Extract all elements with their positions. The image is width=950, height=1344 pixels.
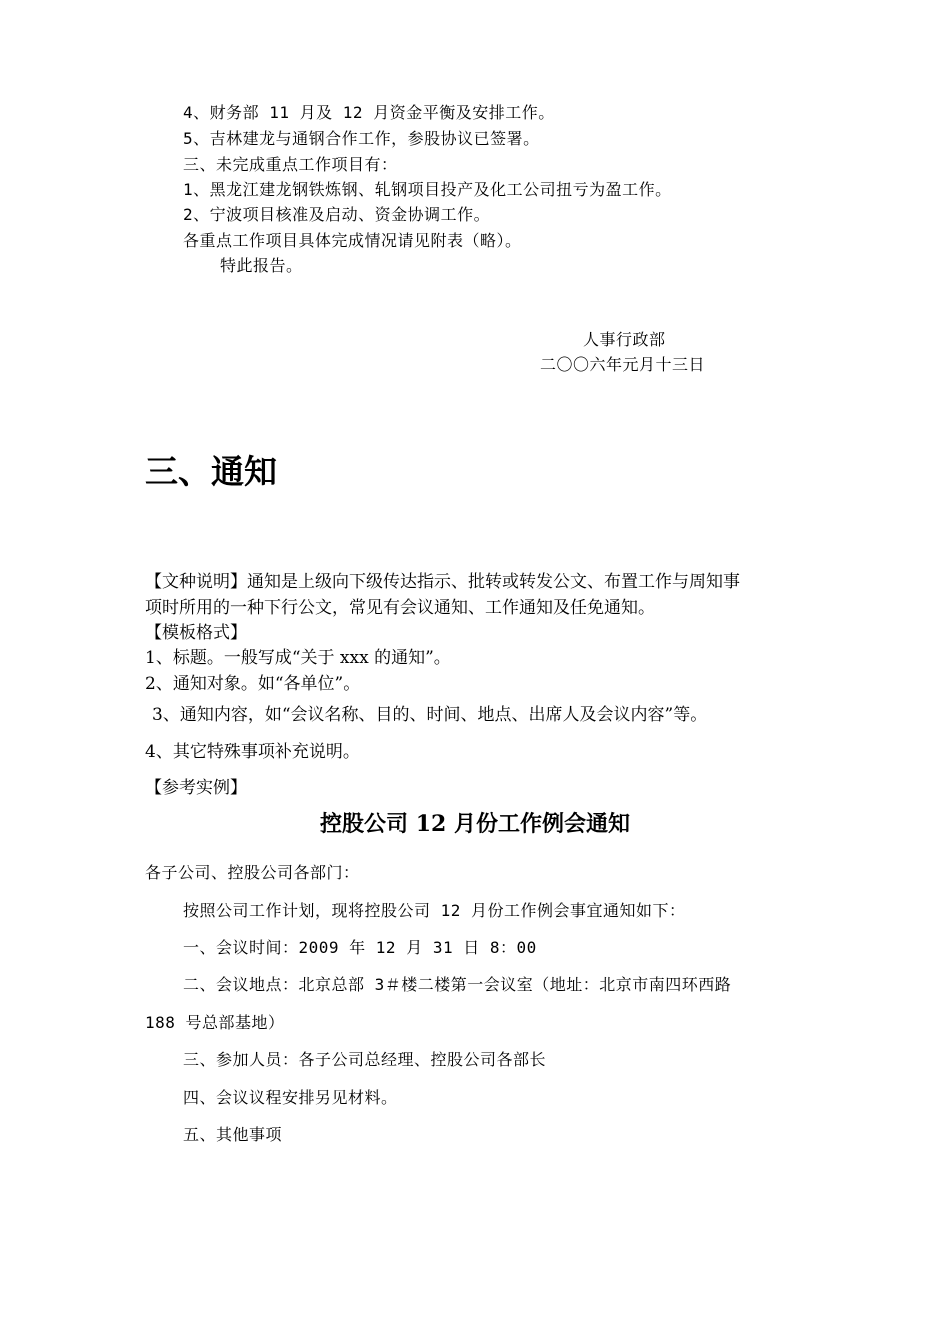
- example-intro: 按照公司工作计划，现将控股公司 12 月份工作例会事宜通知如下：: [183, 901, 686, 920]
- template-heading: 【模板格式】: [145, 623, 247, 643]
- example-agenda: 四、会议议程安排另见材料。: [183, 1088, 398, 1107]
- signature-date: 二〇〇六年元月十三日: [540, 355, 706, 374]
- report-closing: 特此报告。: [220, 256, 303, 275]
- example-title: 控股公司 12 月份工作例会通知: [320, 811, 630, 837]
- report-item: 1、黑龙江建龙钢铁炼钢、轧钢项目投产及化工公司扭亏为盈工作。: [183, 180, 672, 199]
- example-attendees: 三、参加人员：各子公司总经理、控股公司各部长: [183, 1050, 547, 1069]
- template-item: 1、标题。一般写成“关于 xxx 的通知”。: [145, 648, 451, 668]
- template-item: 2、通知对象。如“各单位”。: [145, 674, 361, 694]
- type-explanation-line2: 项时所用的一种下行公文，常见有会议通知、工作通知及任免通知。: [145, 598, 655, 618]
- example-location-line2: 188 号总部基地）: [145, 1013, 285, 1032]
- example-other: 五、其他事项: [183, 1125, 283, 1144]
- signature-department: 人事行政部: [583, 330, 666, 349]
- type-explanation-line1: 【文种说明】通知是上级向下级传达指示、批转或转发公文、布置工作与周知事: [145, 572, 740, 592]
- template-item: 3、通知内容，如“会议名称、目的、时间、地点、出席人及会议内容”等。: [152, 705, 708, 725]
- report-item: 4、财务部 11 月及 12 月资金平衡及安排工作。: [183, 103, 555, 122]
- example-addressee: 各子公司、控股公司各部门：: [145, 863, 360, 882]
- example-location-line1: 二、会议地点：北京总部 3＃楼二楼第一会议室（地址：北京市南四环西路: [183, 975, 732, 994]
- example-heading: 【参考实例】: [145, 778, 247, 798]
- report-item: 2、宁波项目核准及启动、资金协调工作。: [183, 205, 491, 224]
- template-item: 4、其它特殊事项补充说明。: [145, 742, 360, 762]
- report-item: 各重点工作项目具体完成情况请见附表（略）。: [183, 231, 522, 250]
- example-time: 一、会议时间：2009 年 12 月 31 日 8：00: [183, 938, 537, 957]
- section-title: 三、通知: [145, 452, 277, 491]
- report-item: 三、未完成重点工作项目有：: [183, 155, 398, 174]
- report-item: 5、吉林建龙与通钢合作工作，参股协议已签署。: [183, 129, 540, 148]
